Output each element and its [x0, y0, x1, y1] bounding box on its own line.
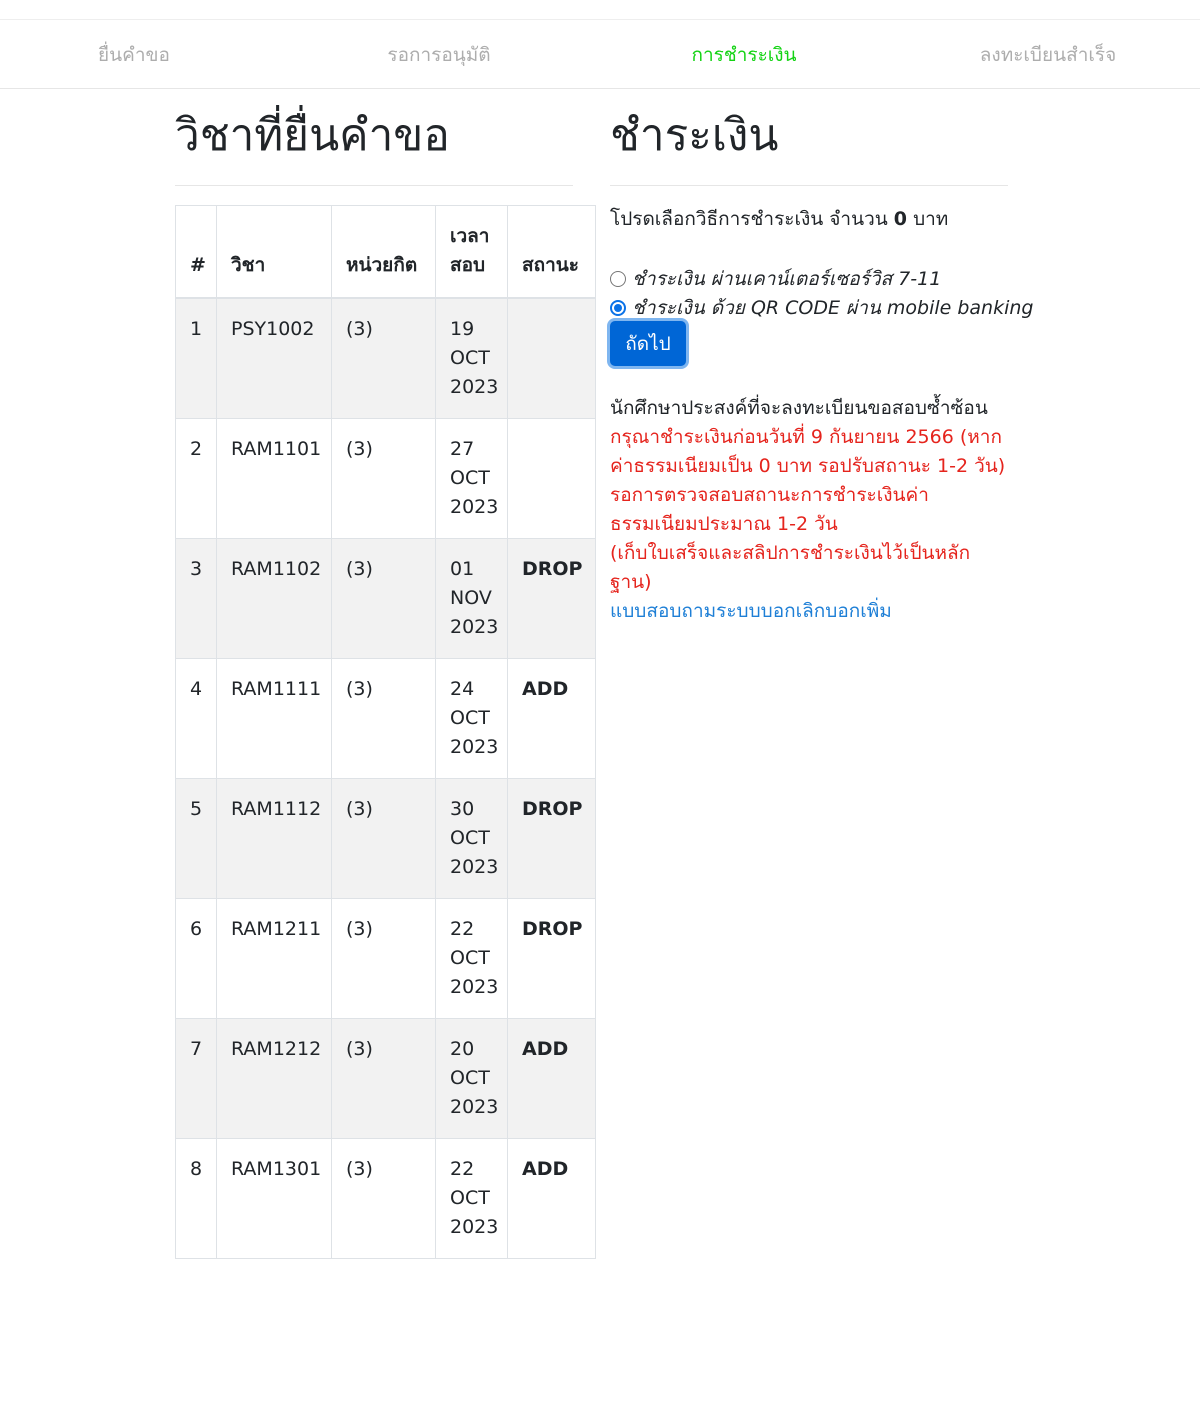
title-divider [175, 185, 573, 186]
row-number: 1 [176, 298, 217, 419]
course-code: RAM1102 [217, 539, 332, 659]
course-code: RAM1111 [217, 659, 332, 779]
table-row [176, 659, 596, 779]
course-status: ADD [508, 1139, 596, 1259]
course-status [508, 419, 596, 539]
course-code: PSY1002 [217, 298, 332, 419]
course-status: DROP [508, 779, 596, 899]
row-number: 2 [176, 419, 217, 539]
requested-courses-panel [175, 100, 595, 1238]
course-credit: (3) [332, 419, 436, 539]
exam-date: 19 OCT 2023 [436, 298, 508, 419]
step-submit-request: ยื่นคำขอ [98, 44, 170, 66]
course-code: RAM1101 [217, 419, 332, 539]
exam-date: 22 OCT 2023 [436, 899, 508, 1019]
table-row [176, 1139, 596, 1259]
exam-date: 30 OCT 2023 [436, 779, 508, 899]
course-credit: (3) [332, 779, 436, 899]
payment-notes [610, 394, 1010, 626]
note-keep-receipt: (เก็บใบเสร็จและสลิปการชำระเงินไว้เป็นหลักฐาน) [610, 542, 971, 593]
requested-courses-title: วิชาที่ยื่นคำขอ [175, 110, 450, 161]
row-number: 6 [176, 899, 217, 1019]
header-course: วิชา [217, 206, 332, 299]
table-row [176, 419, 596, 539]
course-status: ADD [508, 659, 596, 779]
row-number: 3 [176, 539, 217, 659]
row-number: 8 [176, 1139, 217, 1259]
step-payment: การชำระเงิน [691, 44, 797, 66]
table-row [176, 298, 596, 419]
course-code: RAM1301 [217, 1139, 332, 1259]
payment-currency: บาท [913, 208, 949, 230]
row-number: 4 [176, 659, 217, 779]
payment-option-label: ชำระเงิน ด้วย QR CODE ผ่าน mobile banking [632, 297, 1034, 319]
exam-date: 01 NOV 2023 [436, 539, 508, 659]
note-payment-deadline: กรุณาชำระเงินก่อนวันที่ 9 กันยายน 2566 (หากค่าธรรมเนียมเป็น 0 บาท รอปรับสถานะ 1-2 วัน) รอการตรวจสอบสถานะการชำระเงินค่าธรรมเนียมประมาณ 1-2 วัน [610, 426, 1006, 535]
course-code: RAM1112 [217, 779, 332, 899]
payment-amount: 0 [893, 208, 908, 230]
table-header-row [176, 206, 596, 299]
course-code: RAM1211 [217, 899, 332, 1019]
row-number: 7 [176, 1019, 217, 1139]
payment-title: ชำระเงิน [610, 110, 779, 161]
course-credit: (3) [332, 1019, 436, 1139]
course-credit: (3) [332, 298, 436, 419]
radio-qr-code[interactable] [610, 300, 626, 316]
step-registration-complete: ลงทะเบียนสำเร็จ [979, 44, 1117, 66]
survey-link[interactable]: แบบสอบถามระบบบอกเลิกบอกเพิ่ม [610, 600, 892, 622]
exam-date: 24 OCT 2023 [436, 659, 508, 779]
header-number: # [176, 206, 217, 299]
course-credit: (3) [332, 1139, 436, 1259]
header-credit: หน่วยกิต [332, 206, 436, 299]
title-divider [610, 185, 1008, 186]
exam-date: 27 OCT 2023 [436, 419, 508, 539]
course-status: ADD [508, 1019, 596, 1139]
table-row [176, 1019, 596, 1139]
next-button[interactable]: ถัดไป [610, 321, 686, 366]
table-row [176, 899, 596, 1019]
note-duplicate-exam: นักศึกษาประสงค์ที่จะลงทะเบียนขอสอบซ้ำซ้อน [610, 397, 988, 419]
payment-option-label: ชำระเงิน ผ่านเคาน์เตอร์เซอร์วิส 7-11 [632, 268, 942, 290]
course-credit: (3) [332, 899, 436, 1019]
course-status: DROP [508, 539, 596, 659]
row-number: 5 [176, 779, 217, 899]
header-exam-time: เวลาสอบ [436, 206, 508, 299]
exam-date: 22 OCT 2023 [436, 1139, 508, 1259]
course-status [508, 298, 596, 419]
course-status: DROP [508, 899, 596, 1019]
payment-option-qr-code[interactable] [610, 293, 1034, 323]
progress-steps [0, 19, 1200, 89]
table-row [176, 539, 596, 659]
step-await-approval: รอการอนุมัติ [387, 44, 491, 66]
header-status: สถานะ [508, 206, 596, 299]
payment-panel [610, 100, 1034, 622]
course-code: RAM1212 [217, 1019, 332, 1139]
course-credit: (3) [332, 659, 436, 779]
payment-prompt-text: โปรดเลือกวิธีการชำระเงิน จำนวน [610, 208, 888, 230]
course-credit: (3) [332, 539, 436, 659]
courses-table [175, 205, 596, 1259]
table-row [176, 779, 596, 899]
radio-counter-service[interactable] [610, 271, 626, 287]
payment-prompt [610, 204, 948, 234]
payment-option-counter-service[interactable] [610, 264, 941, 294]
exam-date: 20 OCT 2023 [436, 1019, 508, 1139]
